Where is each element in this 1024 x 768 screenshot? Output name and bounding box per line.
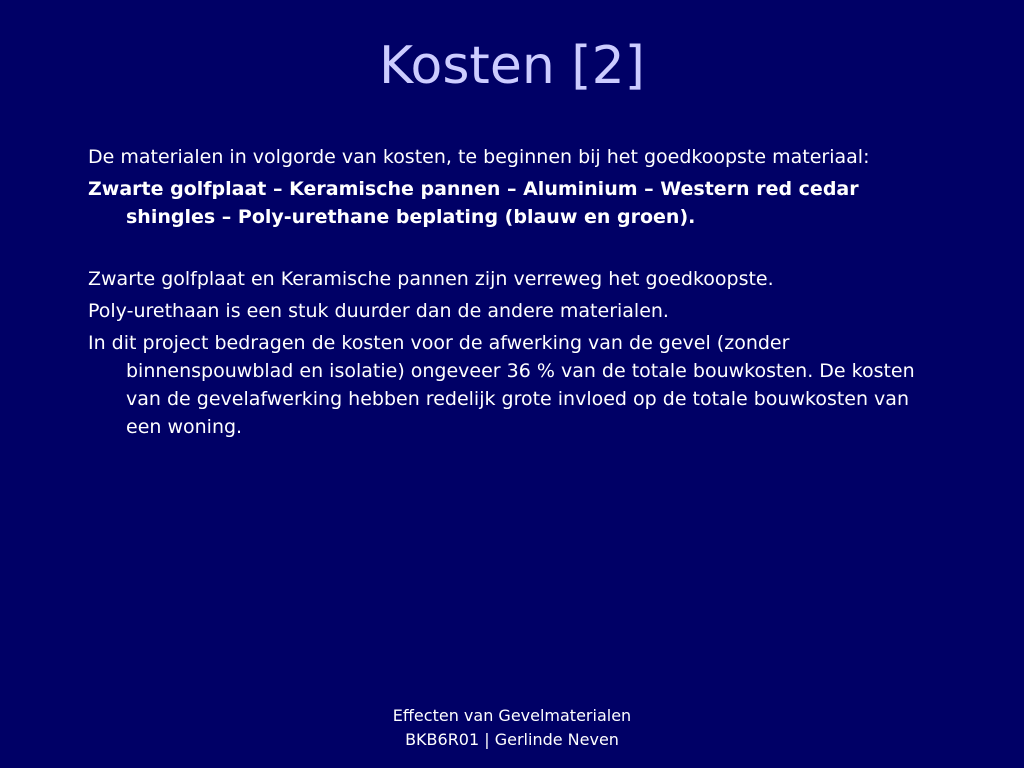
footer-course-author: BKB6R01 | Gerlinde Neven — [405, 730, 619, 749]
slide-title: Kosten [2] — [379, 36, 645, 96]
slide-footer — [0, 704, 1024, 752]
slide-body — [88, 143, 948, 445]
paragraph-cheapest: Zwarte golfplaat en Keramische pannen zijn verreweg het goedkoopste. — [88, 268, 774, 290]
paragraph-spacer — [88, 235, 948, 265]
paragraph-polyurethane: Poly-urethaan is een stuk duurder dan de andere materialen. — [88, 300, 669, 322]
footer-course-title: Effecten van Gevelmaterialen — [392, 706, 632, 725]
paragraph-material-order: Zwarte golfplaat – Keramische pannen – Aluminium – Western red cedar shingles – Poly-urethane beplating (blauw en groen). — [88, 178, 859, 228]
paragraph-intro: De materialen in volgorde van kosten, te beginnen bij het goedkoopste materiaal: — [88, 146, 870, 168]
paragraph-project-costs: In dit project bedragen de kosten voor de afwerking van de gevel (zonder binnenspouwblad en isolatie) ongeveer 36 % van de totale bouwkosten. De kosten van de gevelafwerking hebben redelijk grote invloed op de totale bouwkosten van een woning. — [88, 332, 915, 438]
